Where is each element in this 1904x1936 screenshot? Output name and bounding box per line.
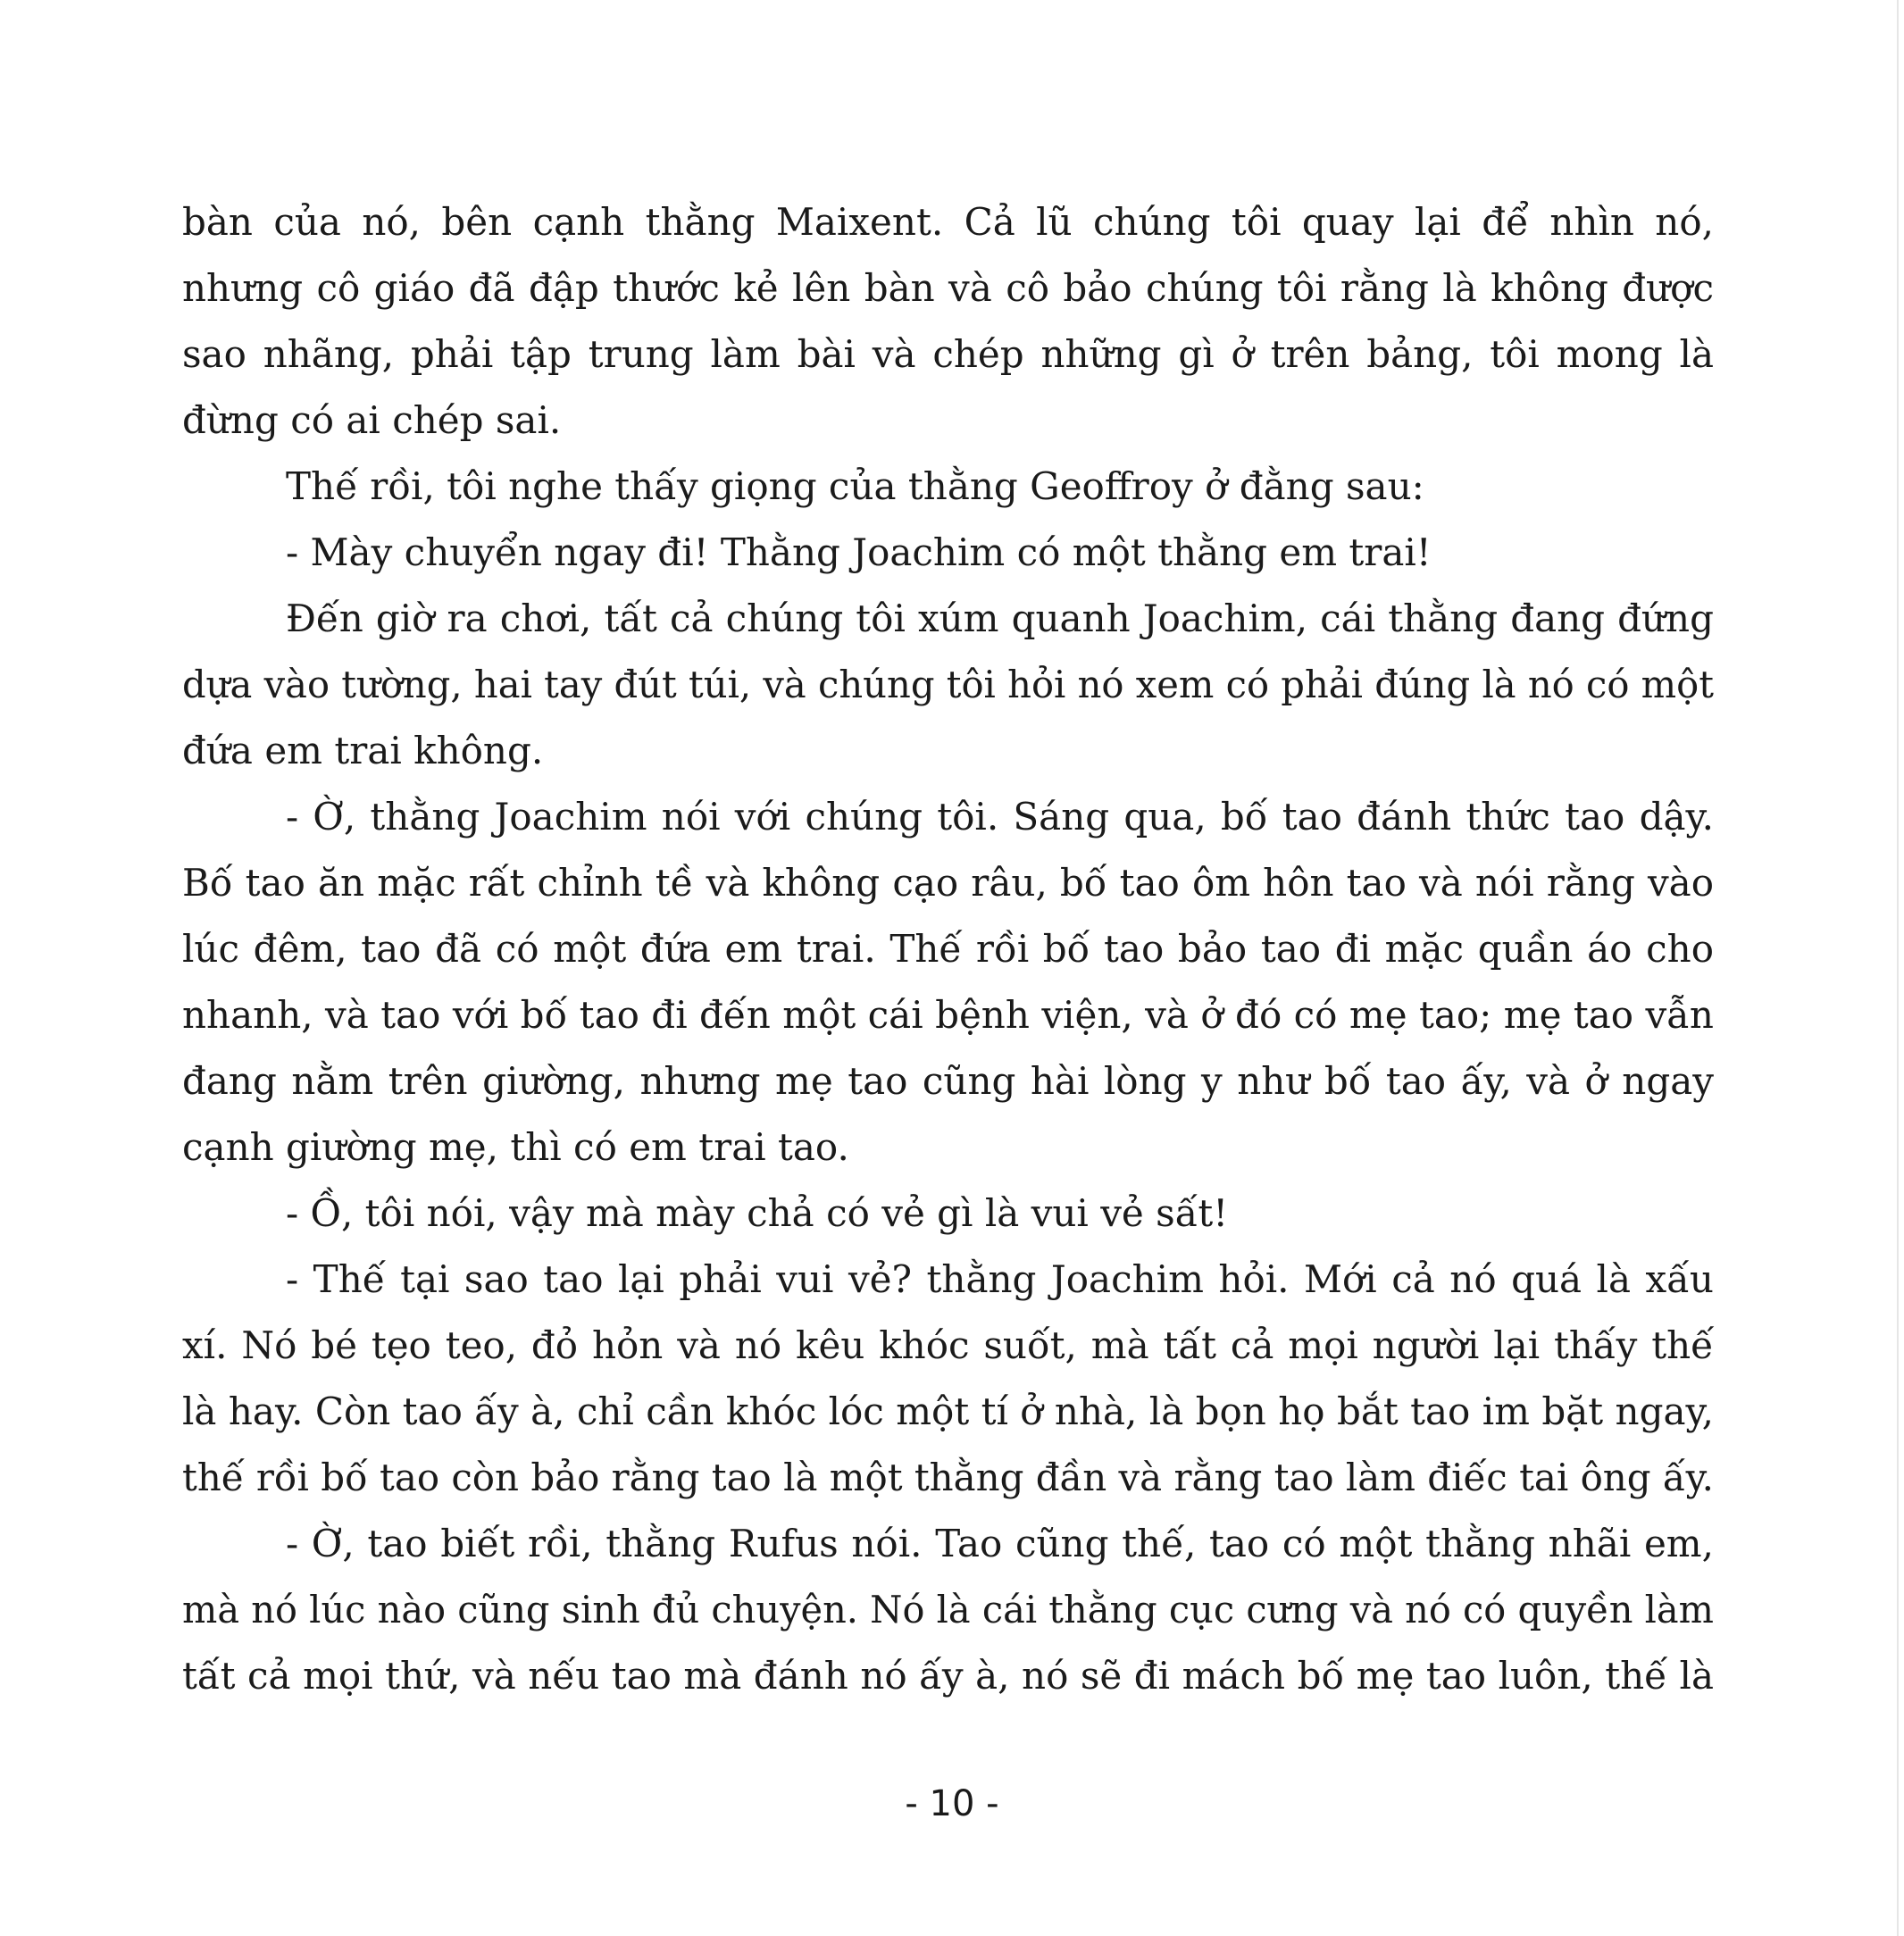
text-line: tất cả mọi thứ, và nếu tao mà đánh nó ấy à, nó sẽ đi mách bố mẹ tao luôn, thế là (182, 1654, 1714, 1698)
text-line: đứa em trai không. (182, 729, 544, 772)
text-line: là hay. Còn tao ấy à, chỉ cần khóc lóc một tí ở nhà, là bọn họ bắt tao im bặt ngay, (182, 1389, 1714, 1433)
text-line: lúc đêm, tao đã có một đứa em trai. Thế rồi bố tao bảo tao đi mặc quần áo cho (182, 927, 1714, 971)
text-line: nhanh, và tao với bố tao đi đến một cái bệnh viện, và ở đó có mẹ tao; mẹ tao vẫn (182, 993, 1714, 1037)
text-line: - Thế tại sao tao lại phải vui vẻ? thằng Joachim hỏi. Mới cả nó quá là xấu (286, 1257, 1714, 1301)
text-line: - Ờ, thằng Joachim nói với chúng tôi. Sáng qua, bố tao đánh thức tao dậy. (286, 795, 1714, 839)
text-line: đang nằm trên giường, nhưng mẹ tao cũng hài lòng y như bố tao ấy, và ở ngay (182, 1059, 1714, 1103)
text-line: dựa vào tường, hai tay đút túi, và chúng tôi hỏi nó xem có phải đúng là nó có một (182, 663, 1714, 706)
text-line: mà nó lúc nào cũng sinh đủ chuyện. Nó là cái thằng cục cưng và nó có quyền làm (182, 1588, 1714, 1631)
text-line: đừng có ai chép sai. (182, 398, 562, 442)
text-line: sao nhãng, phải tập trung làm bài và chép những gì ở trên bảng, tôi mong là (182, 332, 1714, 376)
text-line: thế rồi bố tao còn bảo rằng tao là một thằng đần và rằng tao làm điếc tai ông ấy. (182, 1456, 1714, 1499)
text-line: Đến giờ ra chơi, tất cả chúng tôi xúm quanh Joachim, cái thằng đang đứng (286, 597, 1714, 640)
text-line: Bố tao ăn mặc rất chỉnh tề và không cạo râu, bố tao ôm hôn tao và nói rằng vào (182, 861, 1714, 905)
text-line: xí. Nó bé tẹo teo, đỏ hỏn và nó kêu khóc suốt, mà tất cả mọi người lại thấy thế (182, 1323, 1714, 1367)
text-line: - Mày chuyển ngay đi! Thằng Joachim có một thằng em trai! (286, 530, 1432, 574)
text-line: cạnh giường mẹ, thì có em trai tao. (182, 1125, 849, 1169)
text-line: Thế rồi, tôi nghe thấy giọng của thằng Geoffroy ở đằng sau: (286, 464, 1424, 508)
text-line: nhưng cô giáo đã đập thước kẻ lên bàn và cô bảo chúng tôi rằng là không được (182, 266, 1714, 310)
text-line: - Ồ, tôi nói, vậy mà mày chả có vẻ gì là vui vẻ sất! (286, 1191, 1229, 1235)
text-line: - Ờ, tao biết rồi, thằng Rufus nói. Tao cũng thế, tao có một thằng nhãi em, (286, 1522, 1714, 1565)
text-line: bàn của nó, bên cạnh thằng Maixent. Cả lũ chúng tôi quay lại để nhìn nó, (182, 200, 1714, 244)
page-number: - 10 - (905, 1783, 999, 1824)
page-edge-shadow (1897, 0, 1899, 1936)
